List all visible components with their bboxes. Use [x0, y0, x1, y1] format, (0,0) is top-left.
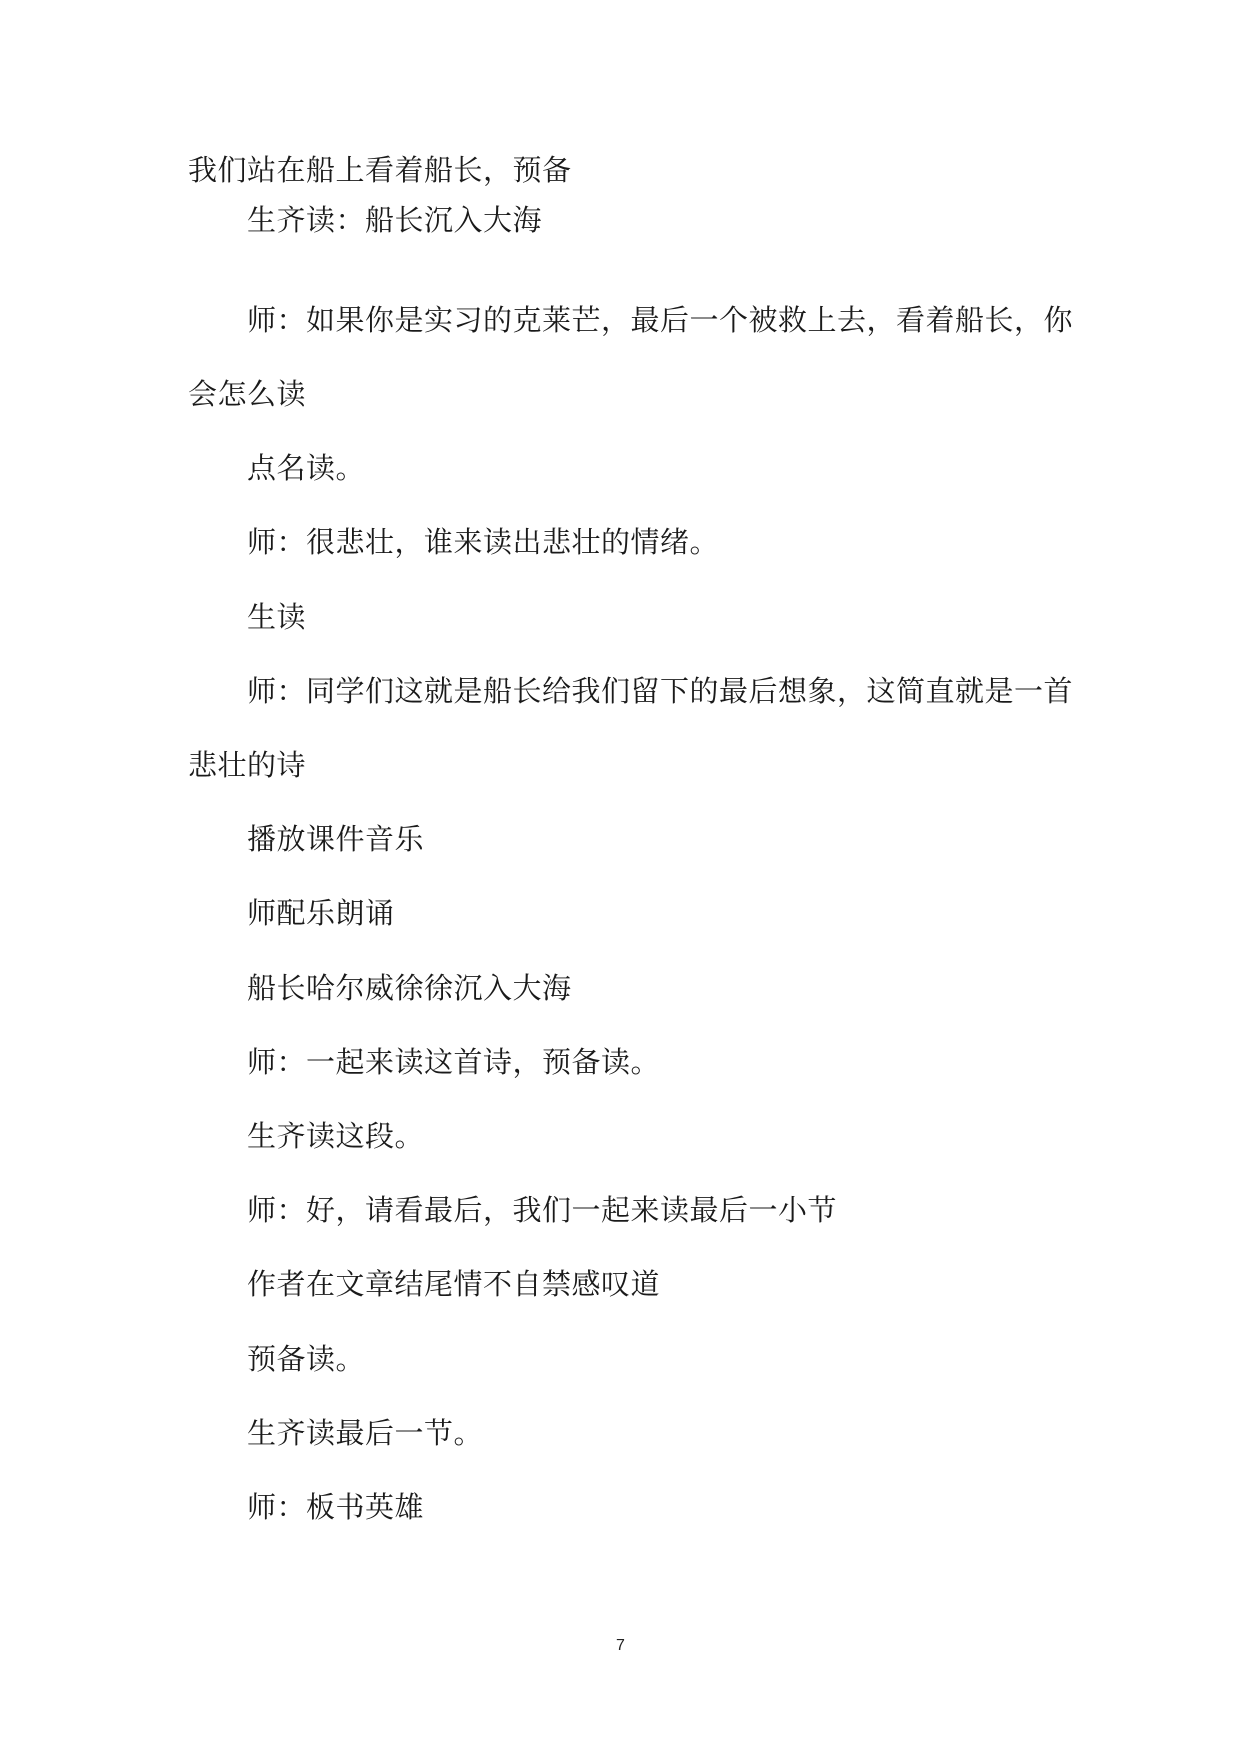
text-line-1: 我们站在船上看着船长，预备	[188, 153, 572, 187]
text-line-12: 船长哈尔威徐徐沉入大海	[247, 971, 572, 1005]
text-line-6: 师：很悲壮，谁来读出悲壮的情绪。	[247, 525, 720, 559]
page-number: 7	[616, 1637, 625, 1654]
text-line-5: 点名读。	[247, 451, 366, 485]
text-line-7: 生读	[247, 600, 307, 634]
text-line-3: 师：如果你是实习的克莱芒，最后一个被救上去，看着船长，你	[247, 303, 1074, 337]
text-line-19: 师：板书英雄	[247, 1490, 425, 1524]
text-line-14: 生齐读这段。	[247, 1119, 425, 1153]
text-line-4: 会怎么读	[188, 377, 307, 411]
text-line-18: 生齐读最后一节。	[247, 1416, 484, 1450]
text-line-16: 作者在文章结尾情不自禁感叹道	[247, 1267, 661, 1301]
text-line-2: 生齐读：船长沉入大海	[247, 203, 543, 237]
text-line-8: 师：同学们这就是船长给我们留下的最后想象，这简直就是一首	[247, 674, 1074, 708]
text-line-11: 师配乐朗诵	[247, 896, 395, 930]
text-line-13: 师：一起来读这首诗，预备读。	[247, 1045, 661, 1079]
text-line-17: 预备读。	[247, 1342, 366, 1376]
text-line-9: 悲壮的诗	[188, 748, 307, 782]
text-line-10: 播放课件音乐	[247, 822, 425, 856]
text-line-15: 师：好，请看最后，我们一起来读最后一小节	[247, 1193, 838, 1227]
